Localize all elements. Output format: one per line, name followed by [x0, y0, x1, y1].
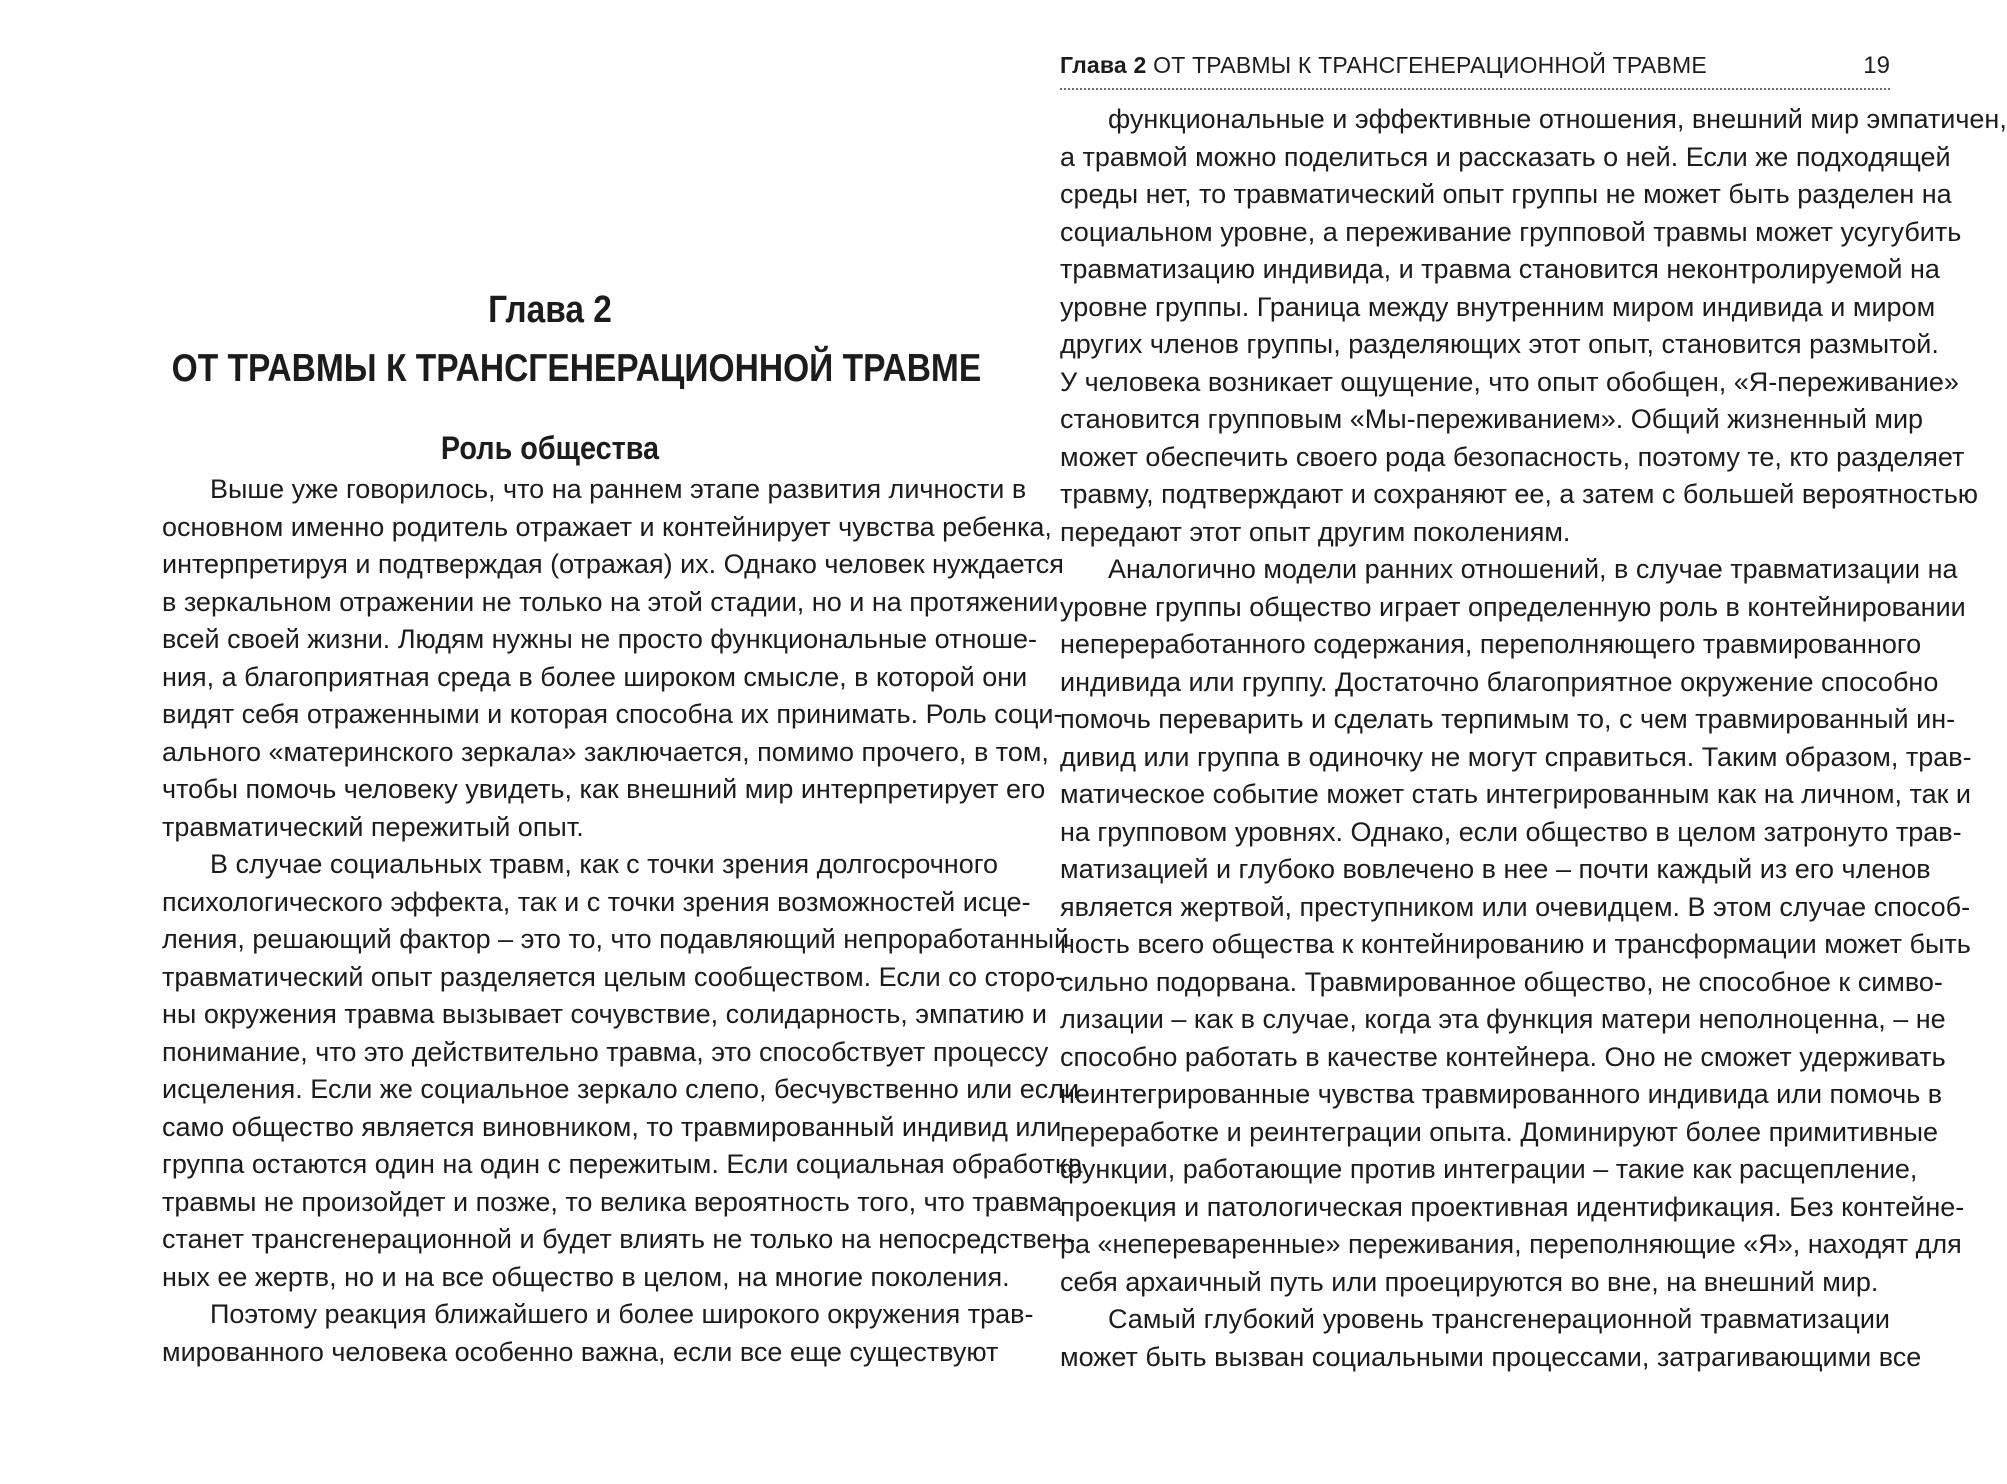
text-line: чтобы помочь человеку увидеть, как внешний мир интерпретирует его — [162, 774, 1046, 804]
text-line: функции, работающие против интеграции – такие как расщепление, — [1060, 1154, 1918, 1184]
text-line: ления, решающий фактор – это то, что подавляющий непроработанный — [162, 924, 1070, 954]
text-line: уровне группы. Граница между внутренним миром индивида и миром — [1060, 291, 1936, 322]
paragraph — [162, 846, 1083, 1296]
text-line: может обеспечить своего рода безопасность, поэтому те, кто разделяет — [1060, 441, 1965, 472]
chapter-label: Глава 2 — [488, 289, 612, 331]
text-line: социальном уровне, а переживание групповой травмы может усугубить — [1060, 216, 1962, 247]
text-line: функциональные и эффективные отношения, внешний мир эмпатичен, — [1108, 104, 2007, 134]
text-line: ального «материнского зеркала» заключается, помимо прочего, в том, — [162, 736, 1049, 767]
text-line: травматический пережитый опыт. — [162, 811, 584, 842]
text-line: понимание, что это действительно травма, это способствует процессу — [162, 1036, 1049, 1067]
text-line: неинтегрированные чувства травмированного индивида или помочь в — [1060, 1079, 1943, 1109]
text-line: Поэтому реакция ближайшего и более широкого окружения трав- — [210, 1299, 1034, 1329]
running-head-chapter: Глава 2 — [1060, 52, 1147, 78]
text-line: ность всего общества к контейнированию и трансформации может быть — [1060, 929, 1971, 959]
running-head-title — [1060, 52, 1707, 79]
text-line: других членов группы, разделяющих этот опыт, становится размытой. — [1060, 329, 1939, 359]
paragraph — [1060, 551, 1972, 1301]
text-line: становится групповым «Мы-переживанием». Общий жизненный мир — [1060, 404, 1924, 434]
text-line: группа остаются один на один с пережитым. Если социальная обработка — [162, 1149, 1083, 1179]
text-line: ны окружения травма вызывает сочувствие, солидарность, эмпатию и — [162, 999, 1047, 1029]
section-heading: Роль общества — [440, 430, 660, 466]
text-line: видят себя отраженными и которая способна их принимать. Роль соци- — [162, 699, 1063, 729]
left-body-text — [162, 471, 1083, 1371]
text-line: интерпретируя и подтверждая (отражая) их. Однако человек нуждается — [162, 549, 1064, 579]
text-line: мированного человека особенно важна, если все еще существуют — [162, 1336, 999, 1367]
text-line: помочь переварить и сделать терпимым то, с чем травмированный ин- — [1060, 704, 1956, 734]
text-line: травму, подтверждают и сохраняют ее, а затем с большей вероятностью — [1060, 479, 1979, 509]
chapter-title: ОТ ТРАВМЫ К ТРАНСГЕНЕРАЦИОННОЙ ТРАВМЕ — [171, 347, 982, 390]
text-line: может быть вызван социальными процессами, затрагивающими все — [1060, 1341, 1922, 1372]
text-line: травмы не произойдет и позже, то велика вероятность того, что травма — [162, 1186, 1063, 1217]
text-line: Выше уже говорилось, что на раннем этапе развития личности в — [210, 474, 1027, 504]
text-line: основном именно родитель отражает и контейнирует чувства ребенка, — [162, 511, 1052, 542]
text-line: матизацией и глубоко вовлечено в нее – почти каждый из его членов — [1060, 854, 1931, 884]
text-line: исцеления. Если же социальное зеркало слепо, бесчувственно или если — [162, 1074, 1080, 1104]
text-line: ния, а благоприятная среда в более широком смысле, в которой они — [162, 661, 1028, 692]
text-line: психологического эффекта, так и с точки зрения возможностей исце- — [162, 886, 1031, 917]
text-line: матическое событие может стать интегрированным как на личном, так и — [1060, 779, 1971, 809]
text-line: непереработанного содержания, переполняющего травмированного — [1060, 629, 1922, 659]
text-line: В случае социальных травм, как с точки зрения долгосрочного — [210, 849, 999, 879]
text-line: сильно подорвана. Травмированное общество, не способное к симво- — [1060, 966, 1943, 997]
text-line: в зеркальном отражении не только на этой стадии, но и на протяжении — [162, 586, 1059, 617]
text-line: травматизацию индивида, и травма становится неконтролируемой на — [1060, 254, 1940, 284]
text-line: а травмой можно поделиться и рассказать о ней. Если же подходящей — [1060, 141, 1951, 172]
text-line: Аналогично модели ранних отношений, в случае травматизации на — [1108, 554, 1958, 584]
text-line: Самый глубокий уровень трансгенерационной травматизации — [1108, 1304, 1890, 1334]
text-line: среды нет, то травматический опыт группы не может быть разделен на — [1060, 179, 1952, 209]
page-number: 19 — [1863, 52, 1890, 79]
text-line: является жертвой, преступником или очевидцем. В этом случае способ- — [1060, 891, 1971, 922]
text-line: способно работать в качестве контейнера. Оно не сможет удерживать — [1060, 1041, 1946, 1072]
text-line: станет трансгенерационной и будет влиять не только на непосредствен- — [162, 1224, 1076, 1254]
text-line: передают этот опыт другим поколениям. — [1060, 516, 1571, 547]
text-line: проекция и патологическая проективная идентификация. Без контейне- — [1060, 1191, 1965, 1222]
text-line: лизации – как в случае, когда эта функция матери неполноценна, – не — [1060, 1004, 1946, 1034]
text-line: себя архаичный путь или проецируются во вне, на внешний мир. — [1060, 1266, 1879, 1297]
paragraph — [162, 471, 1064, 846]
running-head — [1060, 52, 1890, 90]
text-line: уровне группы общество играет определенную роль в контейнировании — [1060, 591, 1966, 622]
text-line: ных ее жертв, но и на все общество в целом, на многие поколения. — [162, 1261, 1010, 1292]
text-line: индивида или группу. Достаточно благоприятное окружение способно — [1060, 666, 1939, 697]
paragraph — [162, 1296, 1034, 1371]
running-head-text: ОТ ТРАВМЫ К ТРАНСГЕНЕРАЦИОННОЙ ТРАВМЕ — [1153, 52, 1707, 78]
text-line: травматический опыт разделяется целым сообществом. Если со сторо- — [162, 961, 1065, 992]
text-line: ра «непереваренные» переживания, переполняющие «Я», находят для — [1060, 1229, 1962, 1259]
right-page — [1000, 0, 2007, 1484]
text-line: дивид или группа в одиночку не могут справиться. Таким образом, трав- — [1060, 741, 1972, 772]
text-line: У человека возникает ощущение, что опыт обобщен, «Я-переживание» — [1060, 366, 1959, 397]
text-line: на групповом уровнях. Однако, если общество в целом затронуто трав- — [1060, 816, 1962, 847]
paragraph — [1060, 1301, 1922, 1376]
paragraph — [1060, 101, 2007, 551]
text-line: само общество является виновником, то травмированный индивид или — [162, 1111, 1062, 1142]
text-line: переработке и реинтеграции опыта. Доминируют более примитивные — [1060, 1116, 1939, 1147]
right-body-text — [1060, 101, 2007, 1376]
text-line: всей своей жизни. Людям нужны не просто функциональные отноше- — [162, 624, 1038, 654]
